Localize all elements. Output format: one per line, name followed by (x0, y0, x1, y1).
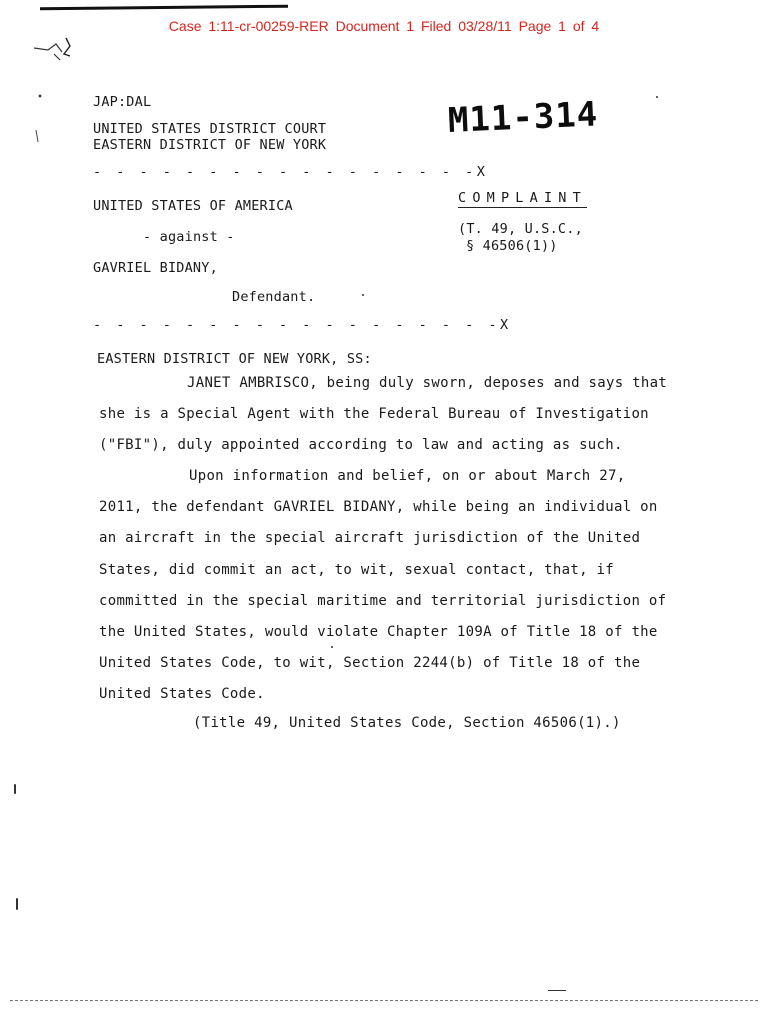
caption-separator-bottom: - - - - - - - - - - - - - - - - - -X (93, 317, 512, 333)
caption-separator-top: - - - - - - - - - - - - - - - - -X (93, 164, 489, 180)
body-line: she is a Special Agent with the Federal Bureau of Investigation (99, 406, 649, 422)
defendant-label: Defendant. (232, 289, 316, 305)
statute-citation-line2: § 46506(1)) (466, 238, 558, 254)
body-line: the United States, would violate Chapter 109A of Title 18 of the (99, 624, 658, 640)
top-scan-rule (40, 5, 288, 11)
document-number: Document 1 (335, 18, 415, 34)
body-line: Upon information and belief, on or about March 27, (189, 468, 626, 484)
defendant-name: GAVRIEL BIDANY, (93, 260, 218, 276)
body-line: 2011, the defendant GAVRIEL BIDANY, while being an individual on (99, 499, 658, 515)
filing-stamp (0, 18, 768, 34)
statute-citation-line1: (T. 49, U.S.C., (458, 221, 583, 237)
body-line: JANET AMBRISCO, being duly sworn, deposes and says that (187, 375, 668, 391)
page-indicator: Page 1 of 4 (518, 18, 600, 34)
against-label: - against - (143, 229, 235, 245)
complaint-title: COMPLAINT (458, 190, 587, 206)
attorney-initials: JAP:DAL (93, 94, 152, 110)
court-district: EASTERN DISTRICT OF NEW YORK (93, 137, 327, 153)
filed-date: Filed 03/28/11 (420, 18, 512, 34)
case-reference: Case 1:11-cr-00259-RER (168, 18, 329, 34)
body-line: committed in the special maritime and territorial jurisdiction of (99, 593, 667, 609)
venue-line: EASTERN DISTRICT OF NEW YORK, SS: (97, 351, 372, 367)
margin-scribble (26, 34, 86, 154)
body-line: (Title 49, United States Code, Section 46506(1).) (193, 715, 621, 731)
bottom-scan-edge (10, 1000, 758, 1002)
body-line: United States Code, to wit, Section 2244(b) of Title 18 of the (99, 655, 641, 671)
case-number: M11-314 (447, 94, 600, 141)
body-line: States, did commit an act, to wit, sexual contact, that, if (99, 562, 614, 578)
body-line: ("FBI"), duly appointed according to law and acting as such. (99, 437, 623, 453)
body-line: an aircraft in the special aircraft jurisdiction of the United (99, 530, 641, 546)
court-name: UNITED STATES DISTRICT COURT (93, 121, 327, 137)
plaintiff: UNITED STATES OF AMERICA (93, 198, 293, 214)
body-line: United States Code. (99, 686, 265, 702)
